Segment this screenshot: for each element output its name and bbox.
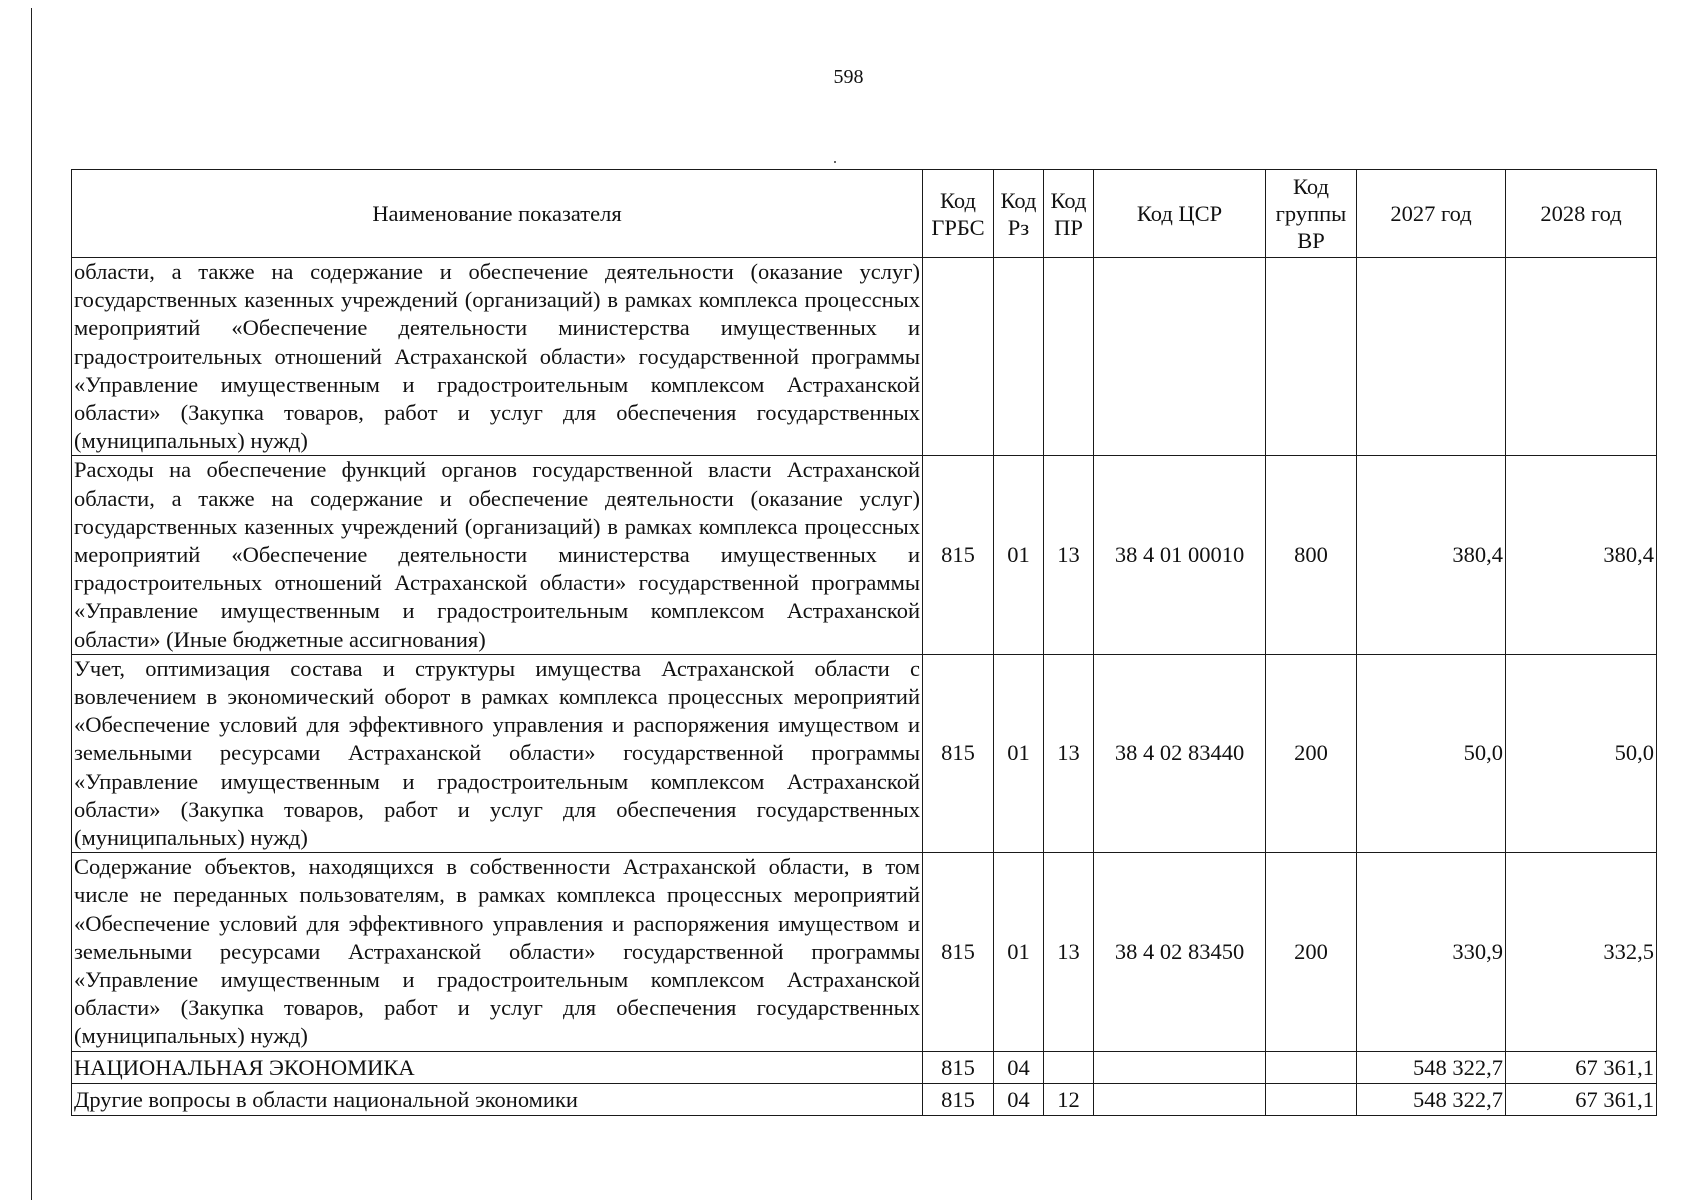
- row-rz: 01: [994, 654, 1044, 852]
- row-2027: 548 322,7: [1357, 1051, 1506, 1083]
- row-csr: 38 4 02 83450: [1094, 853, 1266, 1051]
- header-2027: 2027 год: [1357, 170, 1506, 258]
- row-grbs: 815: [923, 654, 994, 852]
- row-pr: [1044, 258, 1094, 456]
- row-pr: 13: [1044, 654, 1094, 852]
- row-grbs: 815: [923, 1051, 994, 1083]
- row-vr: 200: [1266, 853, 1357, 1051]
- row-2028: 380,4: [1506, 456, 1657, 654]
- page-binding-line: [31, 8, 32, 1200]
- row-name: Содержание объектов, находящихся в собственности Астраханской области, в том числе не переданных пользователям, в рамках комплекса процессных мероприятий «Обеспечение условий для эффективного управления и распоряжения имуществом и земельными ресурсами Астраханской области» государственной программы «Управление имущественным и градостроительным комплексом Астраханской области» (Закупка товаров, работ и услуг для обеспечения государственных (муниципальных) нужд): [72, 853, 923, 1051]
- row-csr: 38 4 02 83440: [1094, 654, 1266, 852]
- row-name: НАЦИОНАЛЬНАЯ ЭКОНОМИКА: [72, 1051, 923, 1083]
- row-grbs: [923, 258, 994, 456]
- row-rz: 04: [994, 1051, 1044, 1083]
- header-grbs: Код ГРБС: [923, 170, 994, 258]
- row-grbs: 815: [923, 853, 994, 1051]
- row-rz: 01: [994, 853, 1044, 1051]
- row-name: Другие вопросы в области национальной экономики: [72, 1083, 923, 1115]
- table-row: [72, 1051, 1657, 1083]
- table-row: [72, 853, 1657, 1051]
- row-2028: [1506, 258, 1657, 456]
- header-name: Наименование показателя: [72, 170, 923, 258]
- row-2028: 50,0: [1506, 654, 1657, 852]
- row-csr: 38 4 01 00010: [1094, 456, 1266, 654]
- header-rz: Код Рз: [994, 170, 1044, 258]
- row-2028: 67 361,1: [1506, 1051, 1657, 1083]
- budget-table: [71, 169, 1657, 1116]
- row-2027: 548 322,7: [1357, 1083, 1506, 1115]
- row-grbs: 815: [923, 1083, 994, 1115]
- row-2027: 50,0: [1357, 654, 1506, 852]
- row-rz: [994, 258, 1044, 456]
- row-vr: [1266, 1083, 1357, 1115]
- scan-speck: [834, 161, 836, 163]
- row-grbs: 815: [923, 456, 994, 654]
- page-number: 598: [833, 66, 864, 88]
- row-name: области, а также на содержание и обеспечение деятельности (оказание услуг) государственных казенных учреждений (организаций) в рамках комплекса процессных мероприятий «Обеспечение деятельности министерства имущественных и градостроительных отношений Астраханской области» государственной программы «Управление имущественным и градостроительным комплексом Астраханской области» (Закупка товаров, работ и услуг для обеспечения государственных (муниципальных) нужд): [72, 258, 923, 456]
- table-row: [72, 1083, 1657, 1115]
- row-vr: 800: [1266, 456, 1357, 654]
- header-pr: Код ПР: [1044, 170, 1094, 258]
- header-csr: Код ЦСР: [1094, 170, 1266, 258]
- row-rz: 01: [994, 456, 1044, 654]
- row-vr: [1266, 258, 1357, 456]
- table-header-row: [72, 170, 1657, 258]
- table-row: [72, 456, 1657, 654]
- row-pr: 13: [1044, 456, 1094, 654]
- row-2027: 380,4: [1357, 456, 1506, 654]
- table-row: [72, 258, 1657, 456]
- table-row: [72, 654, 1657, 852]
- row-vr: [1266, 1051, 1357, 1083]
- row-2027: [1357, 258, 1506, 456]
- row-csr: [1094, 258, 1266, 456]
- row-pr: 13: [1044, 853, 1094, 1051]
- row-name: Учет, оптимизация состава и структуры имущества Астраханской области с вовлечением в экономический оборот в рамках комплекса процессных мероприятий «Обеспечение условий для эффективного управления и распоряжения имуществом и земельными ресурсами Астраханской области» государственной программы «Управление имущественным и градостроительным комплексом Астраханской области» (Закупка товаров, работ и услуг для обеспечения государственных (муниципальных) нужд): [72, 654, 923, 852]
- row-vr: 200: [1266, 654, 1357, 852]
- row-pr: [1044, 1051, 1094, 1083]
- row-rz: 04: [994, 1083, 1044, 1115]
- row-2028: 67 361,1: [1506, 1083, 1657, 1115]
- row-2027: 330,9: [1357, 853, 1506, 1051]
- row-name: Расходы на обеспечение функций органов государственной власти Астраханской области, а также на содержание и обеспечение деятельности (оказание услуг) государственных казенных учреждений (организаций) в рамках комплекса процессных мероприятий «Обеспечение деятельности министерства имущественных и градостроительных отношений Астраханской области» государственной программы «Управление имущественным и градостроительным комплексом Астраханской области» (Иные бюджетные ассигнования): [72, 456, 923, 654]
- row-csr: [1094, 1083, 1266, 1115]
- row-pr: 12: [1044, 1083, 1094, 1115]
- row-2028: 332,5: [1506, 853, 1657, 1051]
- row-csr: [1094, 1051, 1266, 1083]
- header-vr: Код группы ВР: [1266, 170, 1357, 258]
- header-2028: 2028 год: [1506, 170, 1657, 258]
